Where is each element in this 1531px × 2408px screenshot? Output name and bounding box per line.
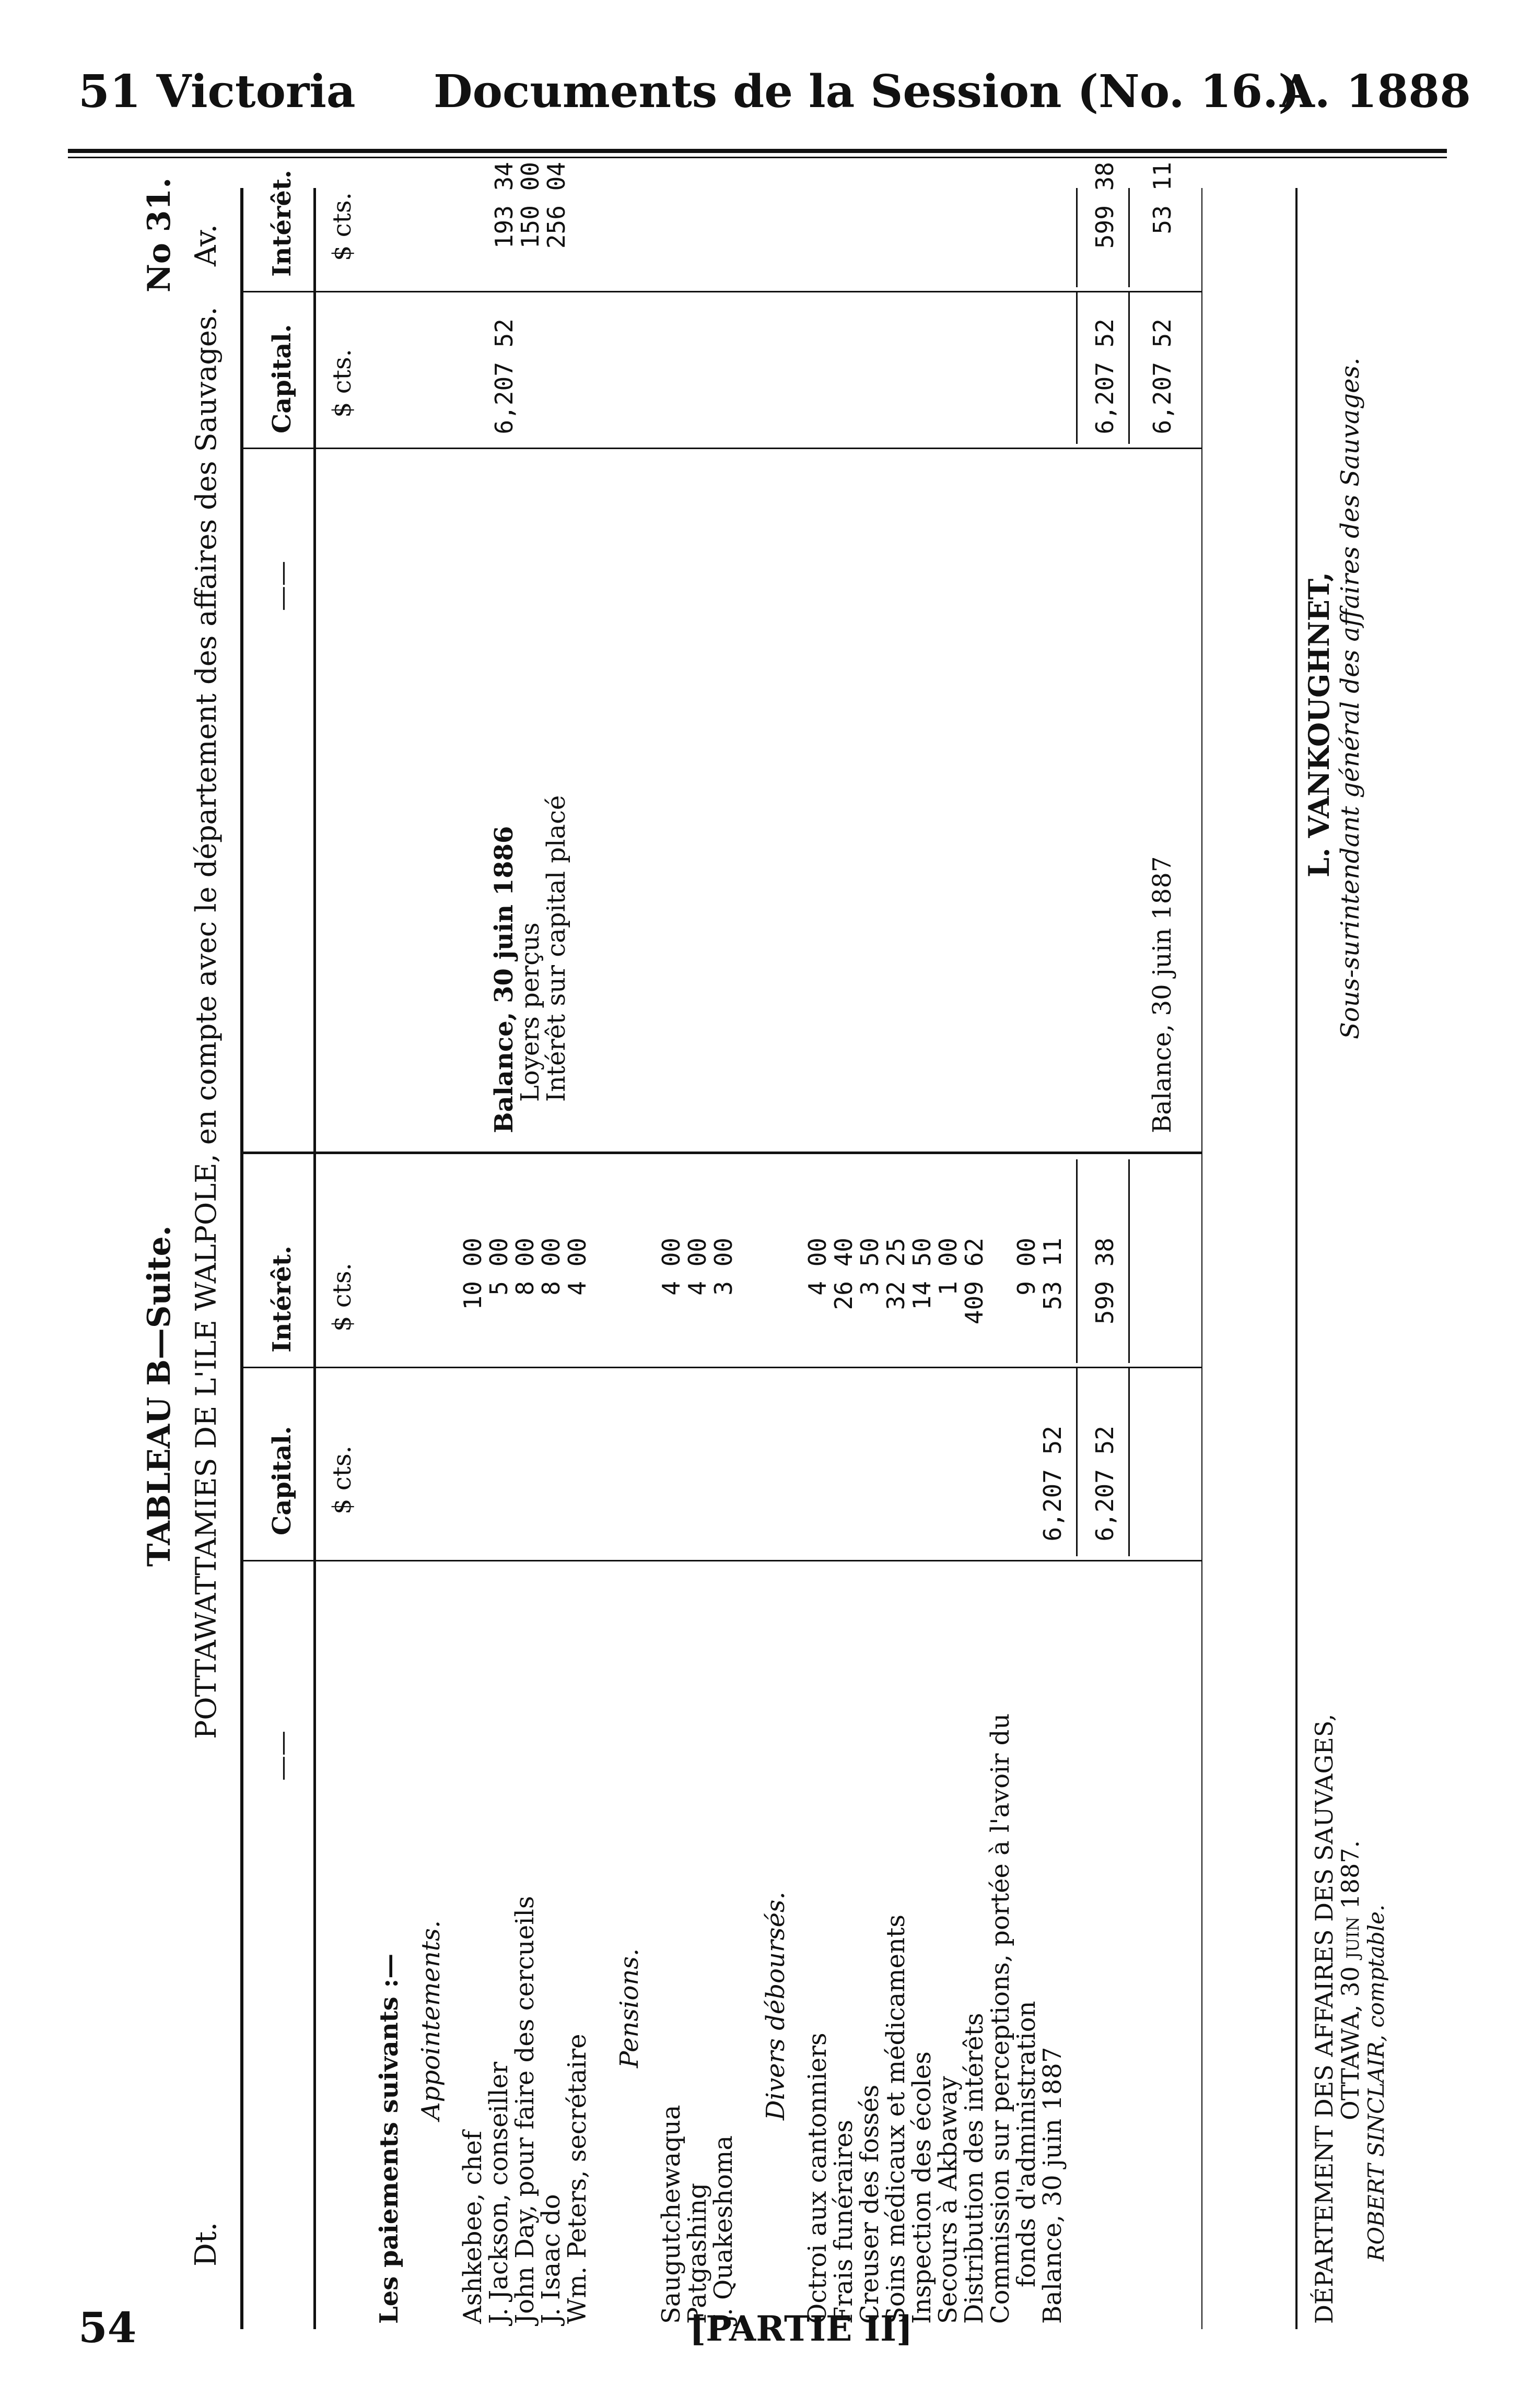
credit-balance-interet: 53 11 xyxy=(1148,162,1176,234)
footer-signer-title: Sous-surintendant général des affaires des Sauvages. xyxy=(1336,357,1365,1039)
debit-intro: Les paiements suivants :— xyxy=(375,1953,404,2324)
debit-row-label: J. Quakeshoma xyxy=(709,2135,738,2324)
tableau-title: TABLEAU B—Suite. xyxy=(141,1225,178,1567)
debit-row-interet: 1 00 xyxy=(934,1238,962,1296)
debit-row-label: J. Isaac do xyxy=(536,2194,566,2324)
debit-capital-col-rule xyxy=(240,1560,1201,1561)
credit-total-interet: 599 38 xyxy=(1091,162,1119,249)
section-heading-divers: Divers déboursés. xyxy=(761,1892,790,2120)
debit-row-label: John Day, pour faire des cercueils xyxy=(510,1896,540,2324)
header-right: A. 1888 xyxy=(1280,65,1471,118)
debit-capital-total-rule xyxy=(1076,1368,1078,1556)
middle-divider xyxy=(240,1152,1201,1154)
table-top-rule xyxy=(240,188,243,2329)
debit-row-interet: 3 50 xyxy=(856,1238,884,1296)
account-title: POTTAWATTAMIES DE L'ILE WALPOLE, en compte avec le département des affaires des Sauvages. xyxy=(190,307,223,1739)
credit-interet-header: Intérêt. xyxy=(267,170,297,277)
footer-dept: DÉPARTEMENT DES AFFAIRES DES SAUVAGES, xyxy=(1310,1713,1338,2324)
footer-place: OTTAWA, 30 juin 1887. xyxy=(1336,1840,1364,2120)
debit-row-interet: 8 00 xyxy=(537,1238,565,1296)
section-heading-appointements: Appointements. xyxy=(416,1920,446,2120)
credit-interet-double-rule xyxy=(1128,188,1130,287)
debit-interet-units: $ cts. xyxy=(328,1263,357,1332)
debit-row-label: Soins médicaux et médicaments xyxy=(881,1914,910,2324)
credit-balance-label: Balance, 30 juin 1887 xyxy=(1148,856,1177,1133)
debit-total-capital: 6,207 52 xyxy=(1091,1426,1119,1542)
ledger-rotated xyxy=(141,162,1389,2381)
credit-row-label: Intérêt sur capital placé xyxy=(542,795,571,1102)
debit-total-interet: 599 38 xyxy=(1091,1238,1119,1325)
debit-row-interet: 5 00 xyxy=(485,1238,513,1296)
debit-row-label: Balance, 30 juin 1887 xyxy=(1038,2047,1067,2324)
credit-row-label: Balance, 30 juin 1886 xyxy=(489,826,519,1133)
header-left: 51 Victoria xyxy=(78,65,356,118)
header-rule-thin xyxy=(68,157,1447,158)
credit-capital-col-rule xyxy=(240,448,1201,449)
debit-row-interet: 14 50 xyxy=(908,1238,936,1310)
debit-row-label: Frais funéraires xyxy=(829,2119,858,2324)
debit-row-label: Distribution des intérêts xyxy=(960,2013,989,2324)
debit-row-label: Octroi aux cantonniers xyxy=(803,2033,832,2324)
debit-row-label: Patgashing xyxy=(683,2183,712,2324)
credit-capital-double-rule xyxy=(1128,292,1130,444)
table-bottom-rule xyxy=(1295,188,1298,2329)
credit-row-interet: 256 04 xyxy=(542,162,570,249)
header-center: Documents de la Session (No. 16.) xyxy=(434,65,1300,118)
credit-capital-units: $ cts. xyxy=(328,349,357,418)
part-label: [PARTIE II] xyxy=(689,2308,913,2349)
credit-row-label: Loyers perçus xyxy=(516,922,545,1102)
debit-row-label: Secours à Akbaway xyxy=(933,2076,963,2324)
credit-row-interet: 150 00 xyxy=(516,162,544,249)
debit-row-interet: 10 00 xyxy=(459,1238,487,1310)
debit-interet-double-rule xyxy=(1128,1159,1130,1363)
debit-capital-units: $ cts. xyxy=(328,1446,357,1514)
header-rule xyxy=(68,149,1447,153)
credit-balance-capital: 6,207 52 xyxy=(1148,319,1176,434)
debit-row-label: Creuser des fossés xyxy=(855,2084,884,2324)
debit-row-interet: 4 00 xyxy=(563,1238,591,1296)
debit-row-label: Saugutchewaqua xyxy=(657,2105,686,2324)
debit-row-label: Commission sur perceptions, portée à l'avoir du xyxy=(986,1713,1015,2324)
debit-interet-total-rule xyxy=(1076,1159,1078,1363)
credit-capital-total-rule xyxy=(1076,292,1078,444)
credit-interet-units: $ cts. xyxy=(328,192,357,261)
debit-row-interet: 9 00 xyxy=(1012,1238,1041,1296)
debit-row-label: fonds d'administration xyxy=(1012,2001,1041,2287)
debit-capital-double-rule xyxy=(1128,1368,1130,1556)
credit-row-capital: 6,207 52 xyxy=(490,319,518,434)
debit-row-label: Wm. Peters, secrétaire xyxy=(563,2034,592,2324)
debit-row-label: Ashkebee, chef xyxy=(458,2131,487,2324)
debit-row-interet: 409 62 xyxy=(960,1238,988,1325)
debit-row-interet: 4 00 xyxy=(683,1238,711,1296)
credit-interet-col-rule xyxy=(240,291,1201,292)
debit-desc-header-dash: —— xyxy=(267,1731,297,1781)
header-row-rule xyxy=(313,188,316,2329)
table-bottom-thin xyxy=(1201,188,1202,2329)
number-label: No 31. xyxy=(141,177,178,292)
credit-interet-total-rule xyxy=(1076,188,1078,287)
credit-capital-header: Capital. xyxy=(267,324,297,433)
debit-capital-header: Capital. xyxy=(267,1426,297,1535)
debit-row-interet: 3 00 xyxy=(709,1238,738,1296)
debit-row-label: J. Jackson, conseiller xyxy=(484,2062,513,2324)
av-label: Av. xyxy=(189,224,223,266)
footer-accountant: ROBERT SINCLAIR, comptable. xyxy=(1363,1904,1389,2261)
debit-row-label: Inspection des écoles xyxy=(907,2051,937,2324)
debit-interet-col-rule xyxy=(240,1367,1201,1368)
credit-total-capital: 6,207 52 xyxy=(1091,319,1119,434)
dt-label: Dt. xyxy=(189,2222,223,2266)
section-heading-pensions: Pensions. xyxy=(615,1948,644,2068)
debit-interet-header: Intérêt. xyxy=(267,1246,297,1353)
debit-row-interet: 26 40 xyxy=(829,1238,858,1310)
debit-row-interet: 8 00 xyxy=(511,1238,539,1296)
debit-row-capital: 6,207 52 xyxy=(1038,1426,1067,1542)
debit-row-interet: 4 00 xyxy=(803,1238,832,1296)
footer-signer: L. VANKOUGHNET, xyxy=(1302,572,1336,877)
credit-row-interet: 193 34 xyxy=(490,162,518,249)
debit-row-interet: 4 00 xyxy=(657,1238,685,1296)
credit-desc-header-dash: —— xyxy=(267,561,297,611)
page-number: 54 xyxy=(78,2303,137,2352)
debit-row-interet: 53 11 xyxy=(1038,1238,1067,1310)
debit-row-interet: 32 25 xyxy=(882,1238,910,1310)
